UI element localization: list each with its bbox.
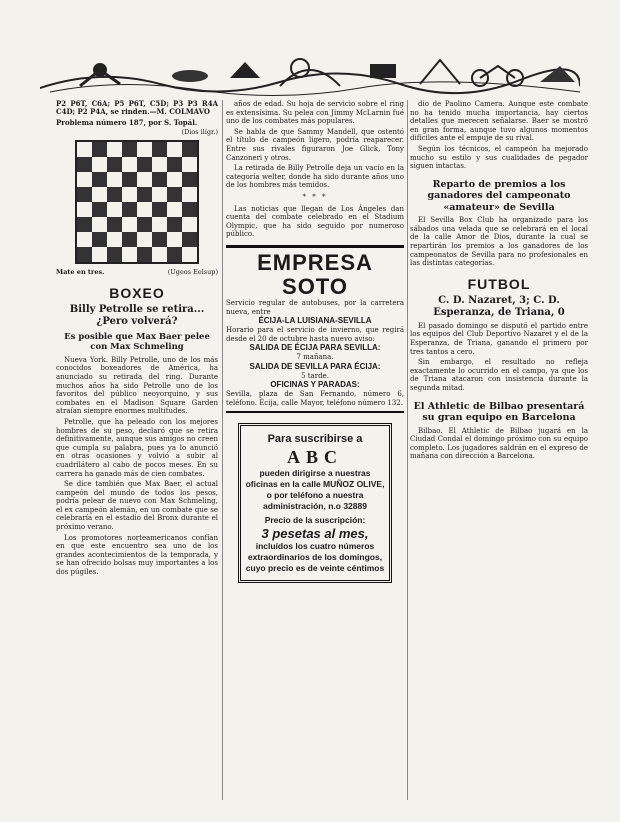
chess-board [75,140,199,264]
chess-square [122,172,137,187]
chess-square [122,142,137,157]
chess-square [107,142,122,157]
chess-square [182,202,197,217]
chess-square [107,217,122,232]
chess-square [182,172,197,187]
chess-square [77,157,92,172]
abc-subscription-ad [238,423,392,583]
boxeo-section-title: BOXEO [109,284,165,301]
empresa-soto-ad [226,245,404,413]
chess-square [77,142,92,157]
chess-square [122,157,137,172]
athletic-paragraph: Bilbao. El Athletic de Bilbao jugará en la Ciudad Condal el domingo próximo con su equipo completo. Los jugadores saldrán en el expreso de mañana con dirección a Barcelona. [410,426,588,461]
chess-problem-source: (Dios ilígr.) [181,127,218,136]
chess-square [152,172,167,187]
column-middle [226,100,404,805]
athletic-headline: El Athletic de Bilbao presentará su gran equipo en Barcelona [413,400,585,424]
chess-square [77,187,92,202]
chess-square [167,142,182,157]
chess-square [152,247,167,262]
soto-offices: OFICINAS Y PARADAS: [270,380,360,390]
abc-ad-line: Precio de la suscripción: [264,514,366,525]
chess-square [122,217,137,232]
chess-square [137,187,152,202]
soto-schedule: Horario para el servicio de invierno, que regirá desde el 20 de octubre hasta nuevo aviso: [226,326,404,343]
abc-ad-line: incluídos los cuatro números extraordinarios de los domingos, cuyo precio es de veinte céntimos [245,540,385,573]
separator: * * * [302,192,328,201]
chess-square [137,157,152,172]
sports-banner-illustration [40,48,580,98]
chess-square [152,187,167,202]
chess-square [167,172,182,187]
right-paragraph: dio de Paolino Camera. Aunque este combate no ha tenido mucha importancia, hay ciertos detalles que merecen señalarse. Baer se mostró en gran forma, aunque tuvo algunos momentos difíciles ante el empuje de su rival. [410,100,588,143]
premios-paragraph: El Sevilla Box Club ha organizado para los sábados una velada que se celebrará en el local de la calle Amor de Dios, durante la cual se repartirán los premios a los ganadores de los campeonatos de Sevilla para no profesionales en las distintas categorías. [410,216,588,268]
chess-square [77,217,92,232]
chess-square [137,217,152,232]
chess-moves: P2 P6T, C6A; P5 P6T, C5D; P3 P3 R4A C4D; P2 P4A, se rinden.—M. COLMAVO [56,100,218,116]
chess-square [152,202,167,217]
chess-square [137,172,152,187]
middle-paragraph: años de edad. Su hoja de servicio sobre el ring es extensísima. Su pelea con Jimmy McLarnin fué uno de los combates más populares. [226,100,404,126]
soto-intro: Servicio regular de autobuses, por la carretera nueva, entre [226,298,404,316]
chess-square [92,232,107,247]
chess-square [137,142,152,157]
chess-square [77,247,92,262]
boxeo-paragraph: Petrolle, que ha peleado con los mejores hombres de su peso, declaró que se retira definitivamente, aunque sus amigos no creen que cumpla su palabra, pues ya lo anunció en otras ocasiones y volvió a subir al cuadrilátero al cabo de pocos meses. En su carrera ha ganado más de cien combates. [56,417,218,478]
chess-square [92,217,107,232]
chess-square [107,247,122,262]
middle-paragraph: Se habla de que Sammy Mandell, que ostentó el título de campeón ligero, podría reaparecer. Entre sus rivales figuraron Joe Glick, Tony Canzoneri y otros. [226,127,404,162]
chess-square [182,187,197,202]
chess-square [167,202,182,217]
chess-square [77,232,92,247]
chess-square [167,232,182,247]
match-paragraph: Sin embargo, el resultado no refleja exactamente lo ocurrido en el campo, ya que los de Triana atacaron con insistencia durante la segunda mitad. [410,358,588,392]
chess-square [137,247,152,262]
middle-paragraph: Las noticias que llegan de Los Ángeles dan cuenta del combate celebrado en el Stadium Olympic, que ha sido seguido por numeroso público. [226,204,404,239]
chess-square [92,202,107,217]
premios-headline: Reparto de premios a los ganadores del campeonato «amateur» de Sevilla [427,178,571,213]
chess-square [107,202,122,217]
chess-square [182,157,197,172]
column-rule [222,100,223,800]
chess-square [182,232,197,247]
chess-square [182,247,197,262]
chess-square [182,142,197,157]
soto-departure-ecija: SALIDA DE ÉCIJA PARA SEVILLA: [249,343,381,353]
chess-square [167,247,182,262]
chess-square [92,247,107,262]
chess-square [92,187,107,202]
chess-caption: Mate en tres. [56,268,105,277]
chess-square [152,217,167,232]
boxeo-paragraph: Nueva York. Billy Petrolle, uno de los más conocidos boxeadores de América, ha anunciado su retirada del ring. Durante muchos años ha sido Petrolle uno de los favoritos del público neoyorquino, y sus combates en el Madison Square Garden atraían siempre enormes multitudes. [56,355,218,416]
column-rule [407,100,408,800]
boxeo-paragraph: Los promotores norteamericanos confían en que este encuentro sea uno de los grandes acontecimientos de la temporada, y se han ofrecido bolsas muy importantes a los dos púgiles. [56,533,218,577]
chess-square [107,157,122,172]
match-headline: C. D. Nazaret, 3; C. D. Esperanza, de Triana, 0 [433,294,565,318]
chess-square [92,157,107,172]
right-paragraph: Según los técnicos, el campeón ha mejorado mucho su estilo y sus cualidades de pegador siguen intactas. [410,144,588,171]
chess-square [77,172,92,187]
chess-square [92,142,107,157]
soto-title: EMPRESA SOTO [257,249,373,299]
chess-square [152,232,167,247]
chess-square [152,142,167,157]
chess-square [152,157,167,172]
chess-square [107,187,122,202]
chess-square [167,217,182,232]
chess-square [137,202,152,217]
chess-square [77,202,92,217]
column-right [410,100,588,805]
chess-square [122,247,137,262]
soto-address: Sevilla, plaza de San Fernando, número 6, teléfono. Écija, calle Mayor, teléfono número 132. [226,390,404,408]
chess-square [107,232,122,247]
abc-logo-text: ABC [286,446,343,467]
abc-ad-line: Para suscribirse a [267,432,363,445]
chess-square [167,157,182,172]
chess-square [122,232,137,247]
soto-time-1: 7 mañana. [296,353,334,362]
boxeo-subheadline: Es posible que Max Baer pelee con Max Schmeling [64,331,210,352]
chess-square [122,187,137,202]
chess-square [182,217,197,232]
chess-square [122,202,137,217]
abc-price: 3 pesetas al mes, [261,525,369,541]
abc-ad-line: pueden dirigirse a nuestras oficinas en la calle MUÑOZ OLIVE, o por teléfono a nuestra administración, n.o 32889 [245,467,385,511]
futbol-section-title: FUTBOL [467,275,531,292]
chess-square [137,232,152,247]
chess-credit: (Ugeos Eelsup) [167,268,218,277]
chess-square [107,172,122,187]
boxeo-paragraph: Se dice también que Max Baer, el actual campeón del mundo de todos los pesos, podría pelear de nuevo con Max Schmeling, el ex campeón alemán, en un combate que se celebraría en el estadio del Bronx durante el próximo verano. [56,480,218,532]
match-paragraph: El pasado domingo se disputó el partido entre los equipos del Club Deportivo Nazaret y el de la Esperanza, de Triana, ganando el primero por tres tantos a cero. [410,321,588,356]
soto-departure-sevilla: SALIDA DE SEVILLA PARA ÉCIJA: [249,361,381,371]
chess-square [92,172,107,187]
chess-problem-title: Problema número 187, por S. Topál. [56,118,198,127]
boxeo-headline: Billy Petrolle se retira... ¿Pero volverá? [69,303,205,327]
column-left [56,100,218,805]
middle-paragraph: La retirada de Billy Petrolle deja un vacío en la categoría welter, donde ha sido durante años uno de los hombres más temidos. [226,164,404,190]
soto-route: ÉCIJA-LA LUISIANA-SEVILLA [258,316,372,326]
soto-time-2: 5 tarde. [301,371,329,380]
chess-square [167,187,182,202]
